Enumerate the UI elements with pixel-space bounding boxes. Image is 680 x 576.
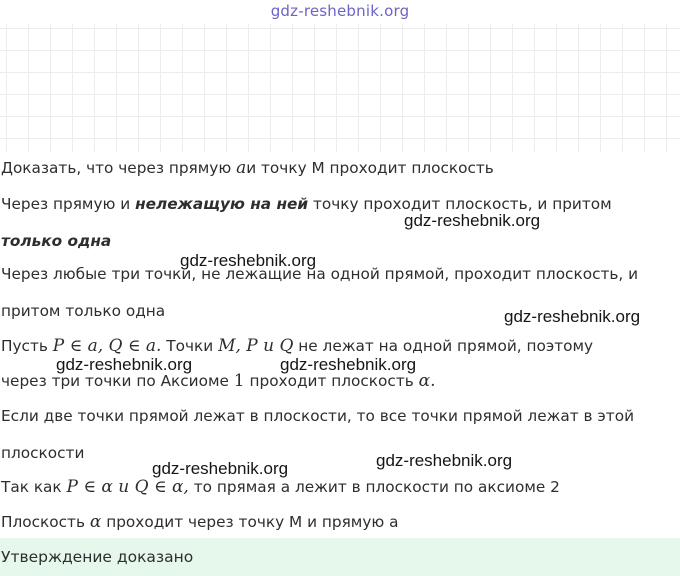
text: Так как bbox=[1, 478, 67, 496]
text: Доказать, что через прямую bbox=[1, 159, 237, 177]
proof-line-4 bbox=[1, 512, 399, 532]
watermark: gdz-reshebnik.org bbox=[404, 211, 541, 230]
text: Пусть bbox=[1, 337, 53, 355]
watermark: gdz-reshebnik.org bbox=[180, 251, 317, 270]
axiom-line-2: только одна bbox=[1, 232, 112, 250]
axiom-paragraph-line-1: Через любые три точки, не лежащие на одной прямой, проходит плоскость, и bbox=[1, 265, 639, 283]
axiom2-line-1: Если две точки прямой лежат в плоскости, то все точки прямой лежат в этой bbox=[1, 407, 635, 425]
watermark: gdz-reshebnik.org bbox=[376, 451, 513, 470]
text: не лежат на одной прямой, поэтому bbox=[293, 337, 594, 355]
watermark: gdz-reshebnik.org bbox=[504, 307, 641, 326]
text: Точки bbox=[161, 337, 219, 355]
watermark: gdz-reshebnik.org bbox=[280, 355, 417, 374]
watermark: gdz-reshebnik.org bbox=[56, 355, 193, 374]
text: Через прямую и bbox=[1, 195, 136, 213]
text: и точку М проходит плоскость bbox=[246, 159, 494, 177]
proof-line-1 bbox=[1, 336, 593, 356]
math-var-alpha: α bbox=[89, 512, 102, 532]
axiom2-line-2: плоскости bbox=[1, 444, 85, 462]
math-number: 1 bbox=[233, 371, 245, 391]
site-watermark: gdz-reshebnik.org bbox=[270, 2, 410, 20]
grid-background bbox=[0, 24, 680, 152]
watermark: gdz-reshebnik.org bbox=[152, 459, 289, 478]
math-expression: M, P и Q bbox=[218, 336, 294, 356]
text: точку проходит плоскость, и притом bbox=[308, 195, 612, 213]
math-var-alpha: α. bbox=[418, 371, 436, 391]
math-expression: P ∈ α и Q ∈ α, bbox=[66, 477, 189, 497]
emphasis-text: нележащую на ней bbox=[135, 195, 309, 213]
conclusion-text: Утверждение доказано bbox=[1, 548, 194, 566]
text: то прямая а лежит в плоскости по аксиоме 2 bbox=[188, 478, 560, 496]
text: Плоскость bbox=[1, 513, 90, 531]
task-statement bbox=[1, 158, 494, 178]
text: проходит плоскость bbox=[244, 372, 419, 390]
text: через три точки по Аксиоме bbox=[1, 372, 234, 390]
math-var-a: a bbox=[236, 158, 247, 178]
proof-line-3 bbox=[1, 477, 560, 497]
text: проходит через точку М и прямую а bbox=[101, 513, 399, 531]
math-expression: P ∈ a, Q ∈ a. bbox=[52, 336, 162, 356]
axiom-paragraph-line-2: притом только одна bbox=[1, 302, 166, 320]
